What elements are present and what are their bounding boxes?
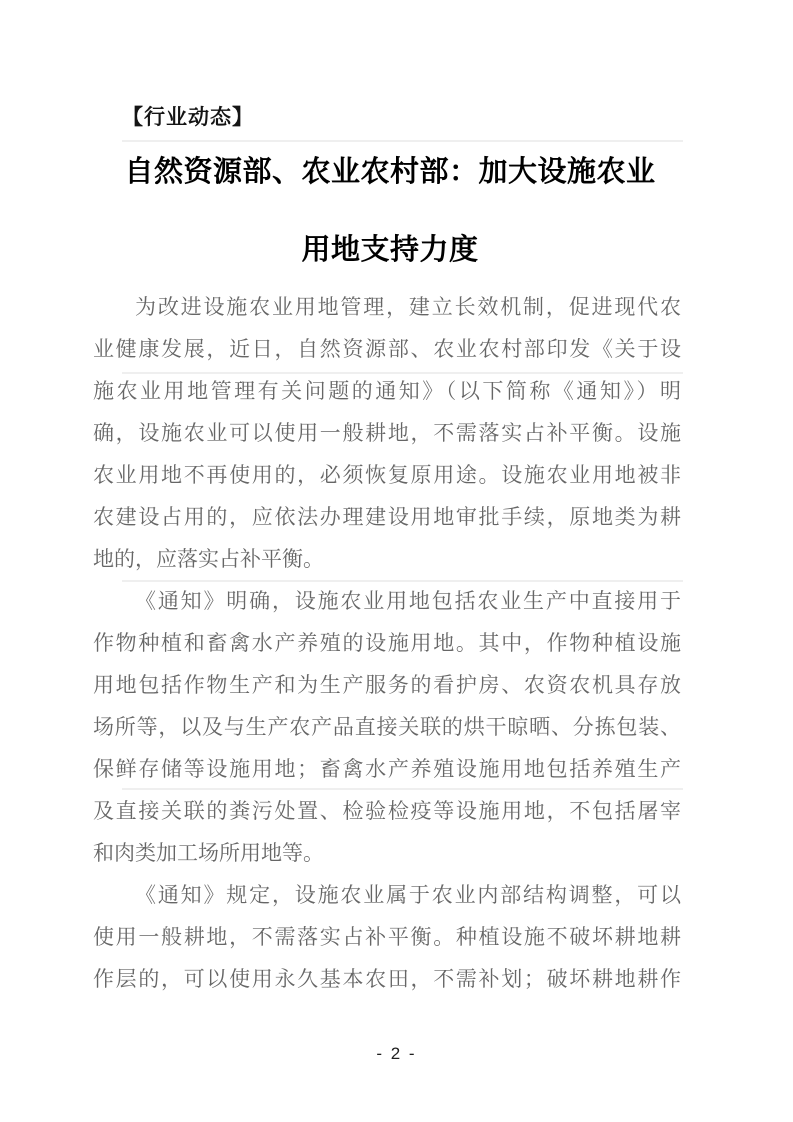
body-line: 作物种植和畜禽水产养殖的设施用地。其中，作物种植设施 [93,631,681,655]
body-line: 保鲜存储等设施用地；畜禽水产养殖设施用地包括养殖生产 [93,757,681,781]
section-label: 【行业动态】 [122,106,254,129]
body-line: 《通知》明确，设施农业用地包括农业生产中直接用于 [135,589,681,613]
document-title-line-2: 用地支持力度 [301,234,479,266]
body-line: 为改进设施农业用地管理，建立长效机制，促进现代农 [135,295,681,319]
document-body [93,286,681,1000]
scan-artifact-line [122,580,683,582]
page-number: - 2 - [376,1044,417,1063]
body-line: 场所等，以及与生产农产品直接关联的烘干晾晒、分拣包装、 [93,715,681,739]
body-line: 农建设占用的，应依法办理建设用地审批手续，原地类为耕 [93,505,681,529]
scan-artifact-line [122,140,683,142]
body-line: 施农业用地管理有关问题的通知》（以下简称《通知》）明 [93,379,681,403]
document-title-line-1: 自然资源部、农业农村部：加大设施农业 [124,156,656,188]
body-line: 用地包括作物生产和为生产服务的看护房、农资农机具存放 [93,673,681,697]
body-line: 确，设施农业可以使用一般耕地，不需落实占补平衡。设施 [93,421,681,445]
scan-artifact-line [122,788,683,790]
body-line: 地的，应落实占补平衡。 [93,547,324,571]
body-line: 作层的，可以使用永久基本农田，不需补划；破坏耕地耕作 [93,967,681,991]
body-line: 和肉类加工场所用地等。 [93,841,324,865]
body-line: 及直接关联的粪污处置、检验检疫等设施用地，不包括屠宰 [93,799,681,823]
body-line: 《通知》规定，设施农业属于农业内部结构调整，可以 [135,883,681,907]
body-line: 业健康发展，近日，自然资源部、农业农村部印发《关于设 [93,337,681,361]
body-line: 农业用地不再使用的，必须恢复原用途。设施农业用地被非 [93,463,681,487]
scan-artifact-line [122,372,683,374]
body-line: 使用一般耕地，不需落实占补平衡。种植设施不破坏耕地耕 [93,925,681,949]
